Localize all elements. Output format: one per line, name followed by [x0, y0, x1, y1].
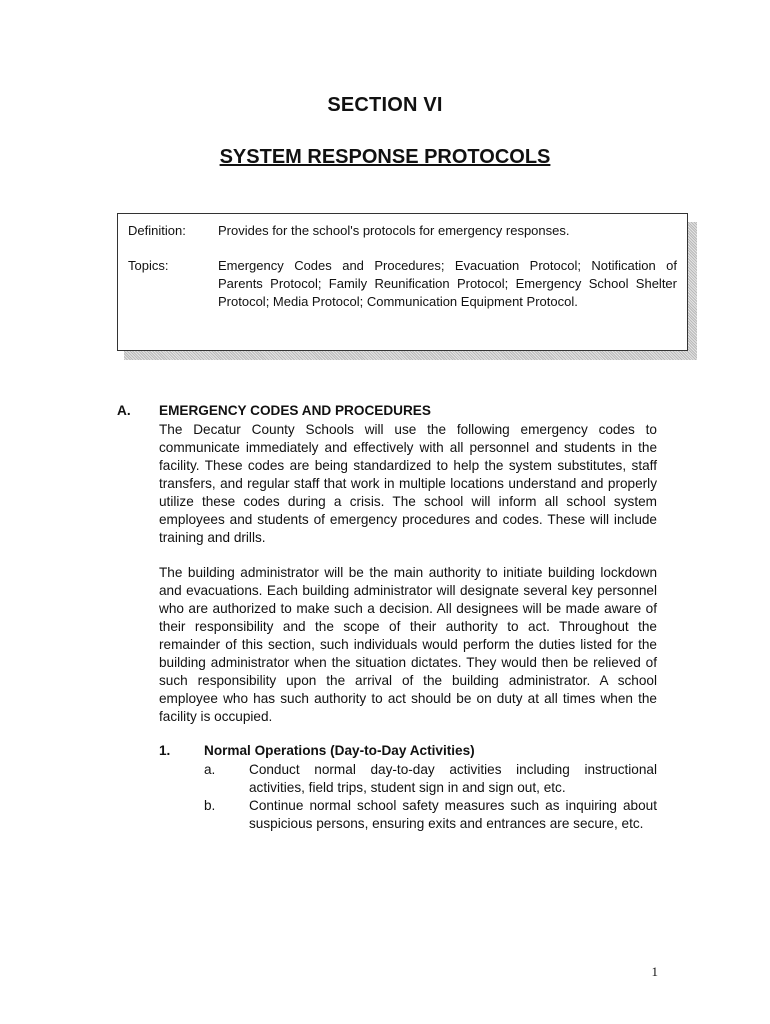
list-item-text-b: Continue normal school safety measures such as inquiring about suspicious persons, ensuring exits and entrances are secure, etc.: [249, 798, 657, 831]
list-item-letter-b: b.: [204, 798, 216, 813]
topics-label: Topics:: [128, 258, 169, 273]
list-item-text-a: Conduct normal day-to-day activities including instructional activities, field trips, student sign in and sign out, etc.: [249, 762, 657, 795]
section-a-paragraph-1: The Decatur County Schools will use the following emergency codes to communicate immediately and effectively with all personnel and students in the facility. These codes are being standardized to help the system substitutes, staff transfers, and regular staff that work in multiple locations understand and properly utilize these codes during a crisis. The school will inform all school system employees and students of emergency procedures and codes. These will include training and drills.: [159, 422, 657, 545]
definition-text: Provides for the school's protocols for emergency responses.: [218, 223, 570, 238]
topics-text: Emergency Codes and Procedures; Evacuation Protocol; Notification of Parents Protocol; Family Reunification Protocol; Emergency School Shelter Protocol; Media Protocol; Communication Equipment Protocol.: [218, 258, 677, 309]
subsection-1-number: 1.: [159, 743, 171, 758]
section-a-letter: A.: [117, 403, 131, 418]
subsection-1-heading: Normal Operations (Day-to-Day Activities): [204, 743, 475, 758]
page-number: 1: [651, 964, 658, 979]
page-title: SYSTEM RESPONSE PROTOCOLS: [219, 146, 551, 168]
section-number-title: SECTION VI: [327, 94, 443, 116]
list-item-letter-a: a.: [204, 762, 216, 777]
definition-box: [117, 213, 688, 351]
definition-label: Definition:: [128, 223, 186, 238]
section-a-paragraph-2: The building administrator will be the main authority to initiate building lockdown and evacuations. Each building administrator will designate several key personnel who are authorized to make such a decision. All designees will be made aware of their responsibility and the scope of their authority to act. Throughout the remainder of this section, such individuals would perform the duties listed for the building administrator when the situation dictates. They would then be relieved of such responsibility upon the arrival of the building administrator. A school employee who has such authority to act should be on duty at all times when the facility is occupied.: [159, 565, 657, 724]
section-a-heading: EMERGENCY CODES AND PROCEDURES: [159, 403, 431, 418]
